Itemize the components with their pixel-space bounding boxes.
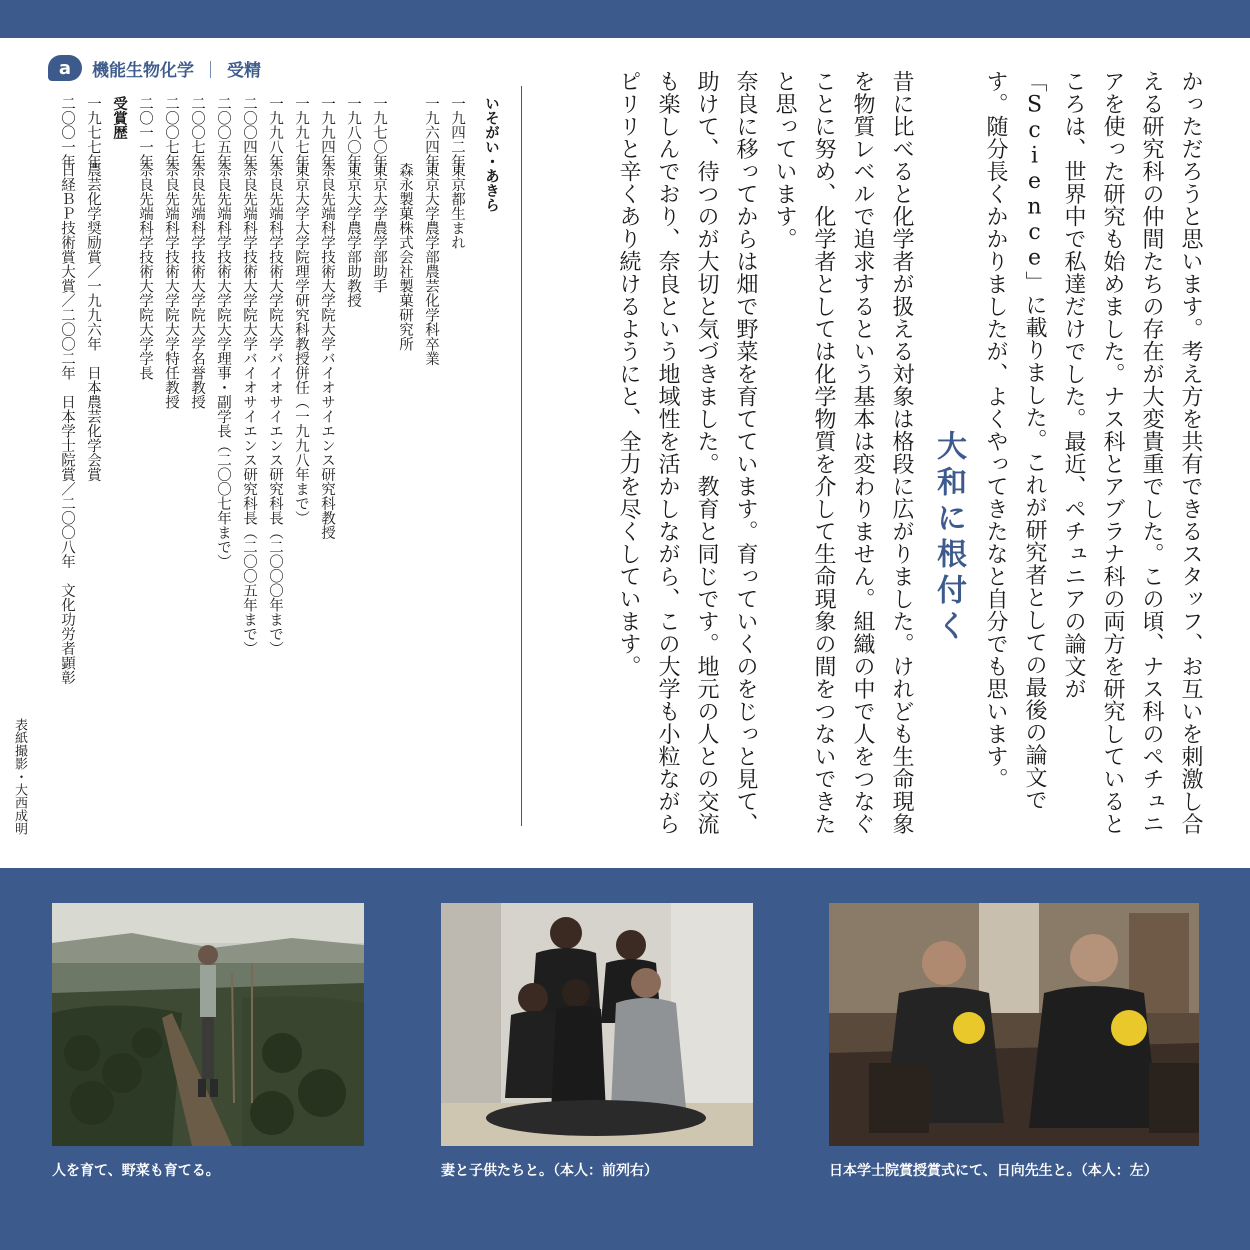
bio-entry <box>418 96 444 816</box>
bio-entry <box>340 96 366 816</box>
header-separator: ｜ <box>202 60 219 81</box>
award-year: 二〇〇一年 <box>59 96 75 169</box>
bio-entry <box>288 96 314 816</box>
award-text: 農芸化学奨励賞／一九九六年 日本農芸化学会賞 <box>85 162 101 482</box>
biography <box>137 96 504 816</box>
photo-caption: 妻と子供たちと。（本人：前列右） <box>441 1163 658 1179</box>
essay-paragraph: 奈良に移ってからは畑で野菜を育てています。育っていくのをじっと見て、助けて、待つのが大切と気づきました。教育と同じです。地元の人との交流も楽しんでおり、奈良という地域性を活かしながら、この大学も小粒ながらピリリと辛くあり続けるようにと、全力を尽くしています。 <box>616 70 758 835</box>
section-header <box>48 52 261 84</box>
bio-year: 二〇〇七年 <box>163 96 179 169</box>
department-label: 機能生物化学 <box>92 60 194 81</box>
category-label: 受精 <box>227 60 261 81</box>
family-photo <box>441 903 753 1146</box>
top-banner <box>0 0 1250 38</box>
ceremony-photo <box>829 903 1199 1146</box>
awards-title: 受賞歴 <box>111 96 127 140</box>
bio-name: いそがい・あきら <box>483 96 499 212</box>
essay-paragraph: 昔に比べると化学者が扱える対象は格段に広がりました。けれども生命現象を物質レベルで追求するという基本は変わりません。組織の中で人をつなぐことに努め、化学者としては化学物質を介して生命現象の間をつないできたと思っています。 <box>772 70 914 835</box>
essay-heading: 大和に根付く <box>931 430 966 646</box>
bio-text: 東京大学農学部助教授 <box>345 162 361 308</box>
bio-year: 一九四二年 <box>449 96 465 169</box>
bio-text: 奈良先端科学技術大学院大学学長 <box>137 162 153 380</box>
awards <box>52 96 132 816</box>
bio-year: 二〇〇七年 <box>189 96 205 169</box>
column-divider <box>521 86 522 826</box>
photo-caption: 日本学士院賞授賞式にて、日向先生と。（本人：左） <box>829 1163 1158 1179</box>
bio-year: 二〇一一年 <box>137 96 153 169</box>
bio-text: 東京大学農学部農芸化学科卒業 <box>423 162 439 366</box>
award-text: 日経ＢＰ技術賞大賞／二〇〇二年 日本学士院賞／二〇〇八年 文化功労者顕彰 <box>59 162 75 685</box>
garden-photo <box>52 903 364 1146</box>
bio-year: 一九九八年 <box>267 96 283 169</box>
bio-text: 奈良先端科学技術大学院大学特任教授 <box>163 162 179 409</box>
photo-credit: 表紙撮影・大西成明 <box>12 718 27 835</box>
bio-entry <box>444 96 470 816</box>
award-entry <box>80 96 106 816</box>
bio-year: 二〇〇四年 <box>241 96 257 169</box>
bio-entry <box>262 96 288 816</box>
bio-text: 奈良先端科学技術大学院大学バイオサイエンス研究科長（二〇〇〇年まで） <box>267 162 283 656</box>
award-year: 一九七七年 <box>85 96 101 169</box>
bio-entry <box>184 96 210 816</box>
bio-text: 東京大学大学院理学研究科教授併任（一九九八年まで） <box>293 162 309 525</box>
bio-year: 二〇〇五年 <box>215 96 231 169</box>
essay-body <box>530 70 1210 850</box>
essay-paragraph: かっただろうと思います。考え方を共有できるスタッフ、お互いを刺激し合える研究科の仲間たちの存在が大変貴重でした。この頃、ナス科のペチュニアを使った研究も始めました。ナス科とアブラナ科の両方を研究しているところは、世界中で私達だけでした。最近、ペチュニアの論文が「Science」に載りました。これが研究者としての最後の論文です。随分長くかかりましたが、よくやってきたなと自分でも思います。 <box>983 70 1203 835</box>
spacer <box>470 96 478 816</box>
bio-year: 一九八〇年 <box>345 96 361 169</box>
bio-year: 一九九四年 <box>319 96 335 169</box>
bio-text: 東京都生まれ <box>449 162 465 250</box>
bio-year: 一九七〇年 <box>371 96 387 169</box>
bio-entry <box>392 96 418 816</box>
bio-text: 奈良先端科学技術大学院大学名誉教授 <box>189 162 205 409</box>
bio-year: 一九九七年 <box>293 96 309 169</box>
bio-text: 森永製菓株式会社製菓研究所 <box>397 162 413 351</box>
bio-text: 東京大学農学部助手 <box>371 162 387 293</box>
bio-entry <box>236 96 262 816</box>
bio-entry <box>366 96 392 816</box>
photo-caption: 人を育て、野菜も育てる。 <box>52 1163 220 1179</box>
bio-text: 奈良先端科学技術大学院大学バイオサイエンス研究科長（二〇〇五年まで） <box>241 162 257 656</box>
bio-entry <box>210 96 236 816</box>
bio-text: 奈良先端科学技術大学院大学理事・副学長（二〇〇七年まで） <box>215 162 231 569</box>
bio-year: 一九六四年 <box>423 96 439 169</box>
award-entry <box>54 96 80 816</box>
section-badge: a <box>48 55 82 81</box>
bio-text: 奈良先端科学技術大学院大学バイオサイエンス研究科教授 <box>319 162 335 540</box>
bio-entry <box>314 96 340 816</box>
bio-entry <box>158 96 184 816</box>
bio-entry <box>132 96 158 816</box>
